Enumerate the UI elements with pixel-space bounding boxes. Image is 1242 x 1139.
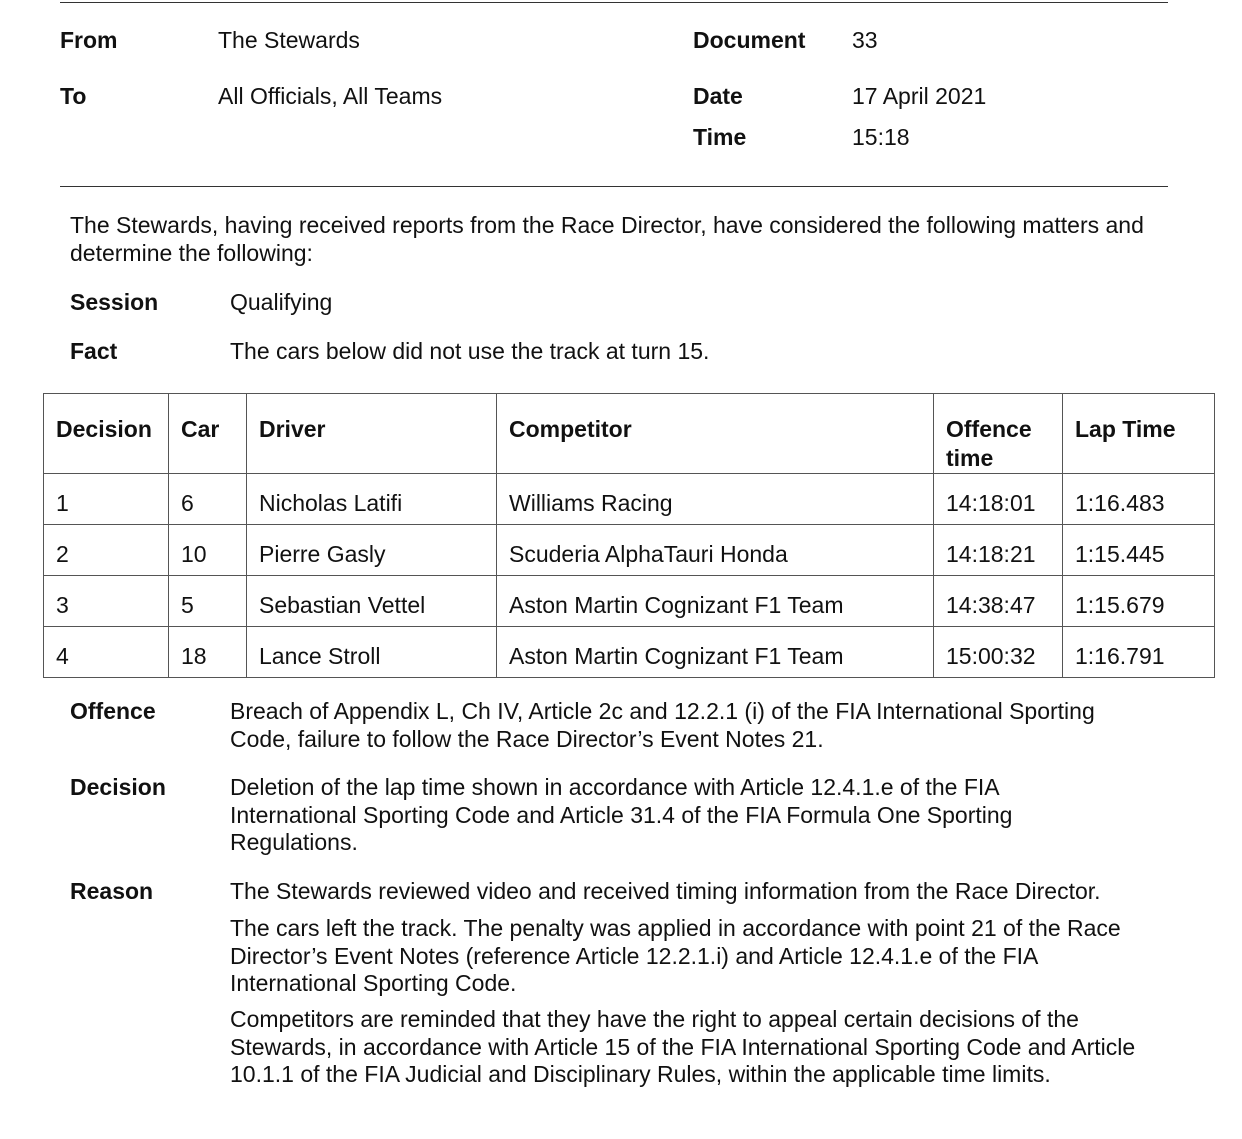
table-header-row [44,394,1215,474]
column-header-lap-time: Lap Time [1063,394,1215,474]
to-value: All Officials, All Teams [218,83,443,109]
document-label: Document [693,27,806,53]
decision-text: Deletion of the lap time shown in accordance with Article 12.4.1.e of the FIA International Sporting Code and Article 31.4 of the FIA Formula One Sporting Regulations. [230,774,1013,855]
reason-paragraph-2: The cars left the track. The penalty was applied in accordance with point 21 of the Race Director’s Event Notes (reference Article 12.2.1.i) and Article 12.4.1.e of the FIA International Sporting Code. [230,915,1121,996]
cell-decision: 2 [44,525,169,576]
column-header-competitor: Competitor [497,394,934,474]
cell-offence-time: 15:00:32 [934,627,1063,678]
intro-paragraph: The Stewards, having received reports from the Race Director, have considered the following matters and determine the following: [70,212,1144,266]
offence-text: Breach of Appendix L, Ch IV, Article 2c and 12.2.1 (i) of the FIA International Sporting Code, failure to follow the Race Director’s Event Notes 21. [230,698,1095,752]
cell-competitor: Aston Martin Cognizant F1 Team [497,576,934,627]
cell-offence-time: 14:18:21 [934,525,1063,576]
cell-car: 18 [169,627,247,678]
offence-label: Offence [70,698,156,724]
cell-driver: Sebastian Vettel [247,576,497,627]
cell-offence-time: 14:18:01 [934,474,1063,525]
decisions-table [43,393,1215,678]
from-value: The Stewards [218,27,360,53]
time-value: 15:18 [852,124,910,150]
cell-competitor: Scuderia AlphaTauri Honda [497,525,934,576]
reason-paragraph-3: Competitors are reminded that they have the right to appeal certain decisions of the Stewards, in accordance with Article 15 of the FIA International Sporting Code and Article 10.1.1 of the FIA Judicial and Disciplinary Rules, within the applicable time limits. [230,1006,1136,1087]
cell-driver: Nicholas Latifi [247,474,497,525]
date-label: Date [693,83,743,109]
table-row [44,576,1215,627]
document-number: 33 [852,27,878,53]
column-header-car: Car [169,394,247,474]
header-divider [60,186,1168,187]
column-header-decision: Decision [44,394,169,474]
date-value: 17 April 2021 [852,83,987,109]
time-label: Time [693,124,747,150]
reason-paragraph-1: The Stewards reviewed video and received timing information from the Race Director. [230,878,1101,904]
cell-lap-time: 1:16.483 [1063,474,1215,525]
session-label: Session [70,289,159,315]
column-header-driver: Driver [247,394,497,474]
decision-label: Decision [70,774,166,800]
fact-value: The cars below did not use the track at turn 15. [230,338,710,364]
cell-driver: Pierre Gasly [247,525,497,576]
cell-decision: 1 [44,474,169,525]
to-label: To [60,83,87,109]
table-row [44,525,1215,576]
cell-driver: Lance Stroll [247,627,497,678]
reason-label: Reason [70,878,154,904]
cell-decision: 4 [44,627,169,678]
column-header-offence-time: Offence time [934,394,1063,474]
table-row [44,627,1215,678]
fact-label: Fact [70,338,118,364]
cell-car: 6 [169,474,247,525]
cell-competitor: Aston Martin Cognizant F1 Team [497,627,934,678]
cell-car: 5 [169,576,247,627]
cell-car: 10 [169,525,247,576]
session-value: Qualifying [230,289,333,315]
from-label: From [60,27,118,53]
cell-decision: 3 [44,576,169,627]
cell-lap-time: 1:15.445 [1063,525,1215,576]
cell-lap-time: 1:16.791 [1063,627,1215,678]
cell-lap-time: 1:15.679 [1063,576,1215,627]
table-row [44,474,1215,525]
top-divider [60,2,1168,3]
cell-offence-time: 14:38:47 [934,576,1063,627]
cell-competitor: Williams Racing [497,474,934,525]
